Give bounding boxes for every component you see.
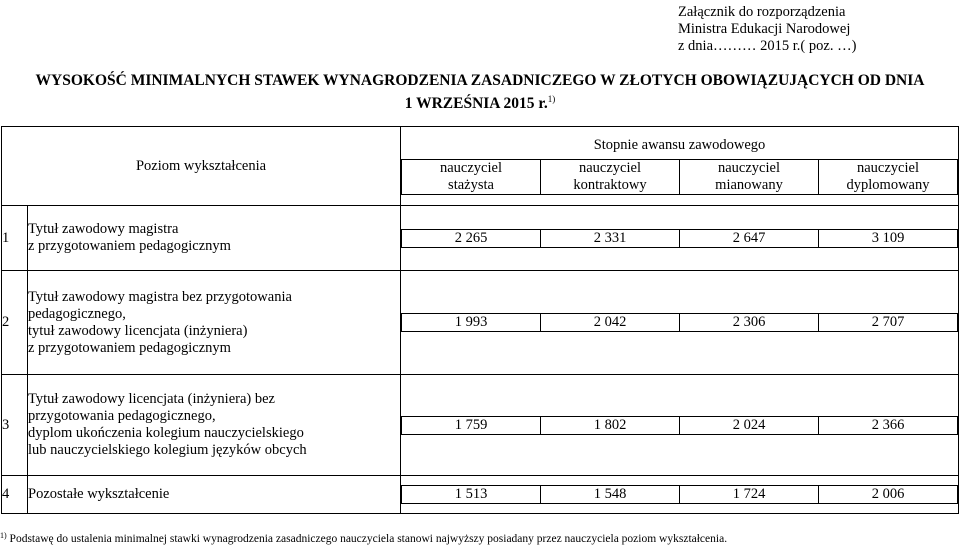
value-dyplomowany: 2 707	[819, 314, 958, 332]
header-col-2-line-1: nauczyciel	[579, 160, 641, 176]
header-col-3-line-1: nauczyciel	[718, 160, 780, 176]
header-group	[401, 127, 959, 206]
value-stazysta: 2 265	[402, 229, 541, 247]
table-row	[2, 476, 959, 514]
footnote-marker: 1)	[0, 531, 7, 540]
row-3-desc-line-2: przygotowania pedagogicznego,	[28, 408, 216, 424]
title-line-2	[0, 90, 960, 113]
row-number: 4	[2, 476, 28, 514]
header-col-1-line-2: stażysta	[448, 177, 494, 193]
annex-note	[678, 4, 856, 55]
value-stazysta: 1 759	[402, 416, 541, 434]
title-footnote-marker: 1)	[547, 94, 556, 104]
footnote-text: Podstawę do ustalenia minimalnej stawki wynagrodzenia zasadniczego nauczyciela stanowi najwyższy posiadany przez nauczyciela poziom wykształcenia.	[9, 533, 728, 545]
header-col-kontraktowy	[541, 160, 680, 195]
value-kontraktowy: 2 331	[541, 229, 680, 247]
value-stazysta: 1 513	[402, 486, 541, 504]
header-col-4-line-2: dyplomowany	[846, 177, 930, 193]
row-1-desc-line-2: z przygotowaniem pedagogicznym	[28, 238, 231, 254]
row-description	[28, 271, 401, 375]
header-col-3-line-2: mianowany	[715, 177, 783, 193]
value-dyplomowany: 2 366	[819, 416, 958, 434]
row-3-desc-line-1: Tytuł zawodowy licencjata (inżyniera) bez	[28, 391, 275, 407]
row-2-desc-line-2: pedagogicznego,	[28, 305, 126, 322]
title-line-1: WYSOKOŚĆ MINIMALNYCH STAWEK WYNAGRODZENIA ZASADNICZEGO W ZŁOTYCH OBOWIĄZUJĄCYCH OD DNIA	[35, 72, 925, 89]
table-row	[2, 206, 959, 271]
row-3-desc-line-3: dyplom ukończenia kolegium nauczycielskiego	[28, 425, 304, 441]
header-group-title: Stopnie awansu zawodowego	[593, 137, 766, 153]
row-description	[28, 476, 401, 514]
annex-line-2: Ministra Edukacji Narodowej	[678, 21, 851, 37]
value-mianowany: 1 724	[680, 486, 819, 504]
row-number: 3	[2, 375, 28, 476]
table-header-row	[2, 127, 959, 206]
row-3-desc-line-4: lub nauczycielskiego kolegium języków obcych	[28, 442, 307, 458]
row-1-desc-line-1: Tytuł zawodowy magistra	[28, 221, 179, 237]
header-col-4-line-1: nauczyciel	[857, 160, 919, 176]
value-kontraktowy: 1 802	[541, 416, 680, 434]
value-kontraktowy: 2 042	[541, 314, 680, 332]
header-col-2-line-2: kontraktowy	[573, 177, 647, 193]
row-description	[28, 206, 401, 271]
header-col-dyplomowany	[819, 160, 958, 195]
header-col-1-line-1: nauczyciel	[440, 160, 502, 176]
title-line-2-text: 1 WRZEŚNIA 2015 r.	[404, 95, 548, 112]
row-values	[401, 375, 959, 476]
row-values	[401, 476, 959, 514]
value-mianowany: 2 306	[680, 314, 819, 332]
row-number: 1	[2, 206, 28, 271]
row-2-desc-line-3: tytuł zawodowy licencjata (inżyniera)	[28, 322, 248, 339]
row-values	[401, 271, 959, 375]
table-row	[2, 271, 959, 375]
row-4-desc-line-1: Pozostałe wykształcenie	[28, 486, 170, 502]
value-stazysta: 1 993	[402, 314, 541, 332]
row-2-desc-line-4: z przygotowaniem pedagogicznym	[28, 339, 231, 356]
annex-line-3: z dnia……… 2015 r.( poz. …)	[678, 38, 857, 54]
annex-line-1: Załącznik do rozporządzenia	[678, 4, 846, 20]
value-mianowany: 2 647	[680, 229, 819, 247]
value-dyplomowany: 3 109	[819, 229, 958, 247]
value-mianowany: 2 024	[680, 416, 819, 434]
header-col-stazysta	[402, 160, 541, 195]
salary-table	[1, 126, 959, 514]
row-values	[401, 206, 959, 271]
header-columns	[401, 159, 958, 195]
value-dyplomowany: 2 006	[819, 486, 958, 504]
row-2-desc-line-1: Tytuł zawodowy magistra bez przygotowania	[28, 288, 292, 305]
document-title	[0, 72, 960, 113]
table-row	[2, 375, 959, 476]
footnote	[0, 531, 727, 545]
header-level: Poziom wykształcenia	[2, 127, 401, 206]
row-number: 2	[2, 271, 28, 375]
value-kontraktowy: 1 548	[541, 486, 680, 504]
header-col-mianowany	[680, 160, 819, 195]
row-description	[28, 375, 401, 476]
